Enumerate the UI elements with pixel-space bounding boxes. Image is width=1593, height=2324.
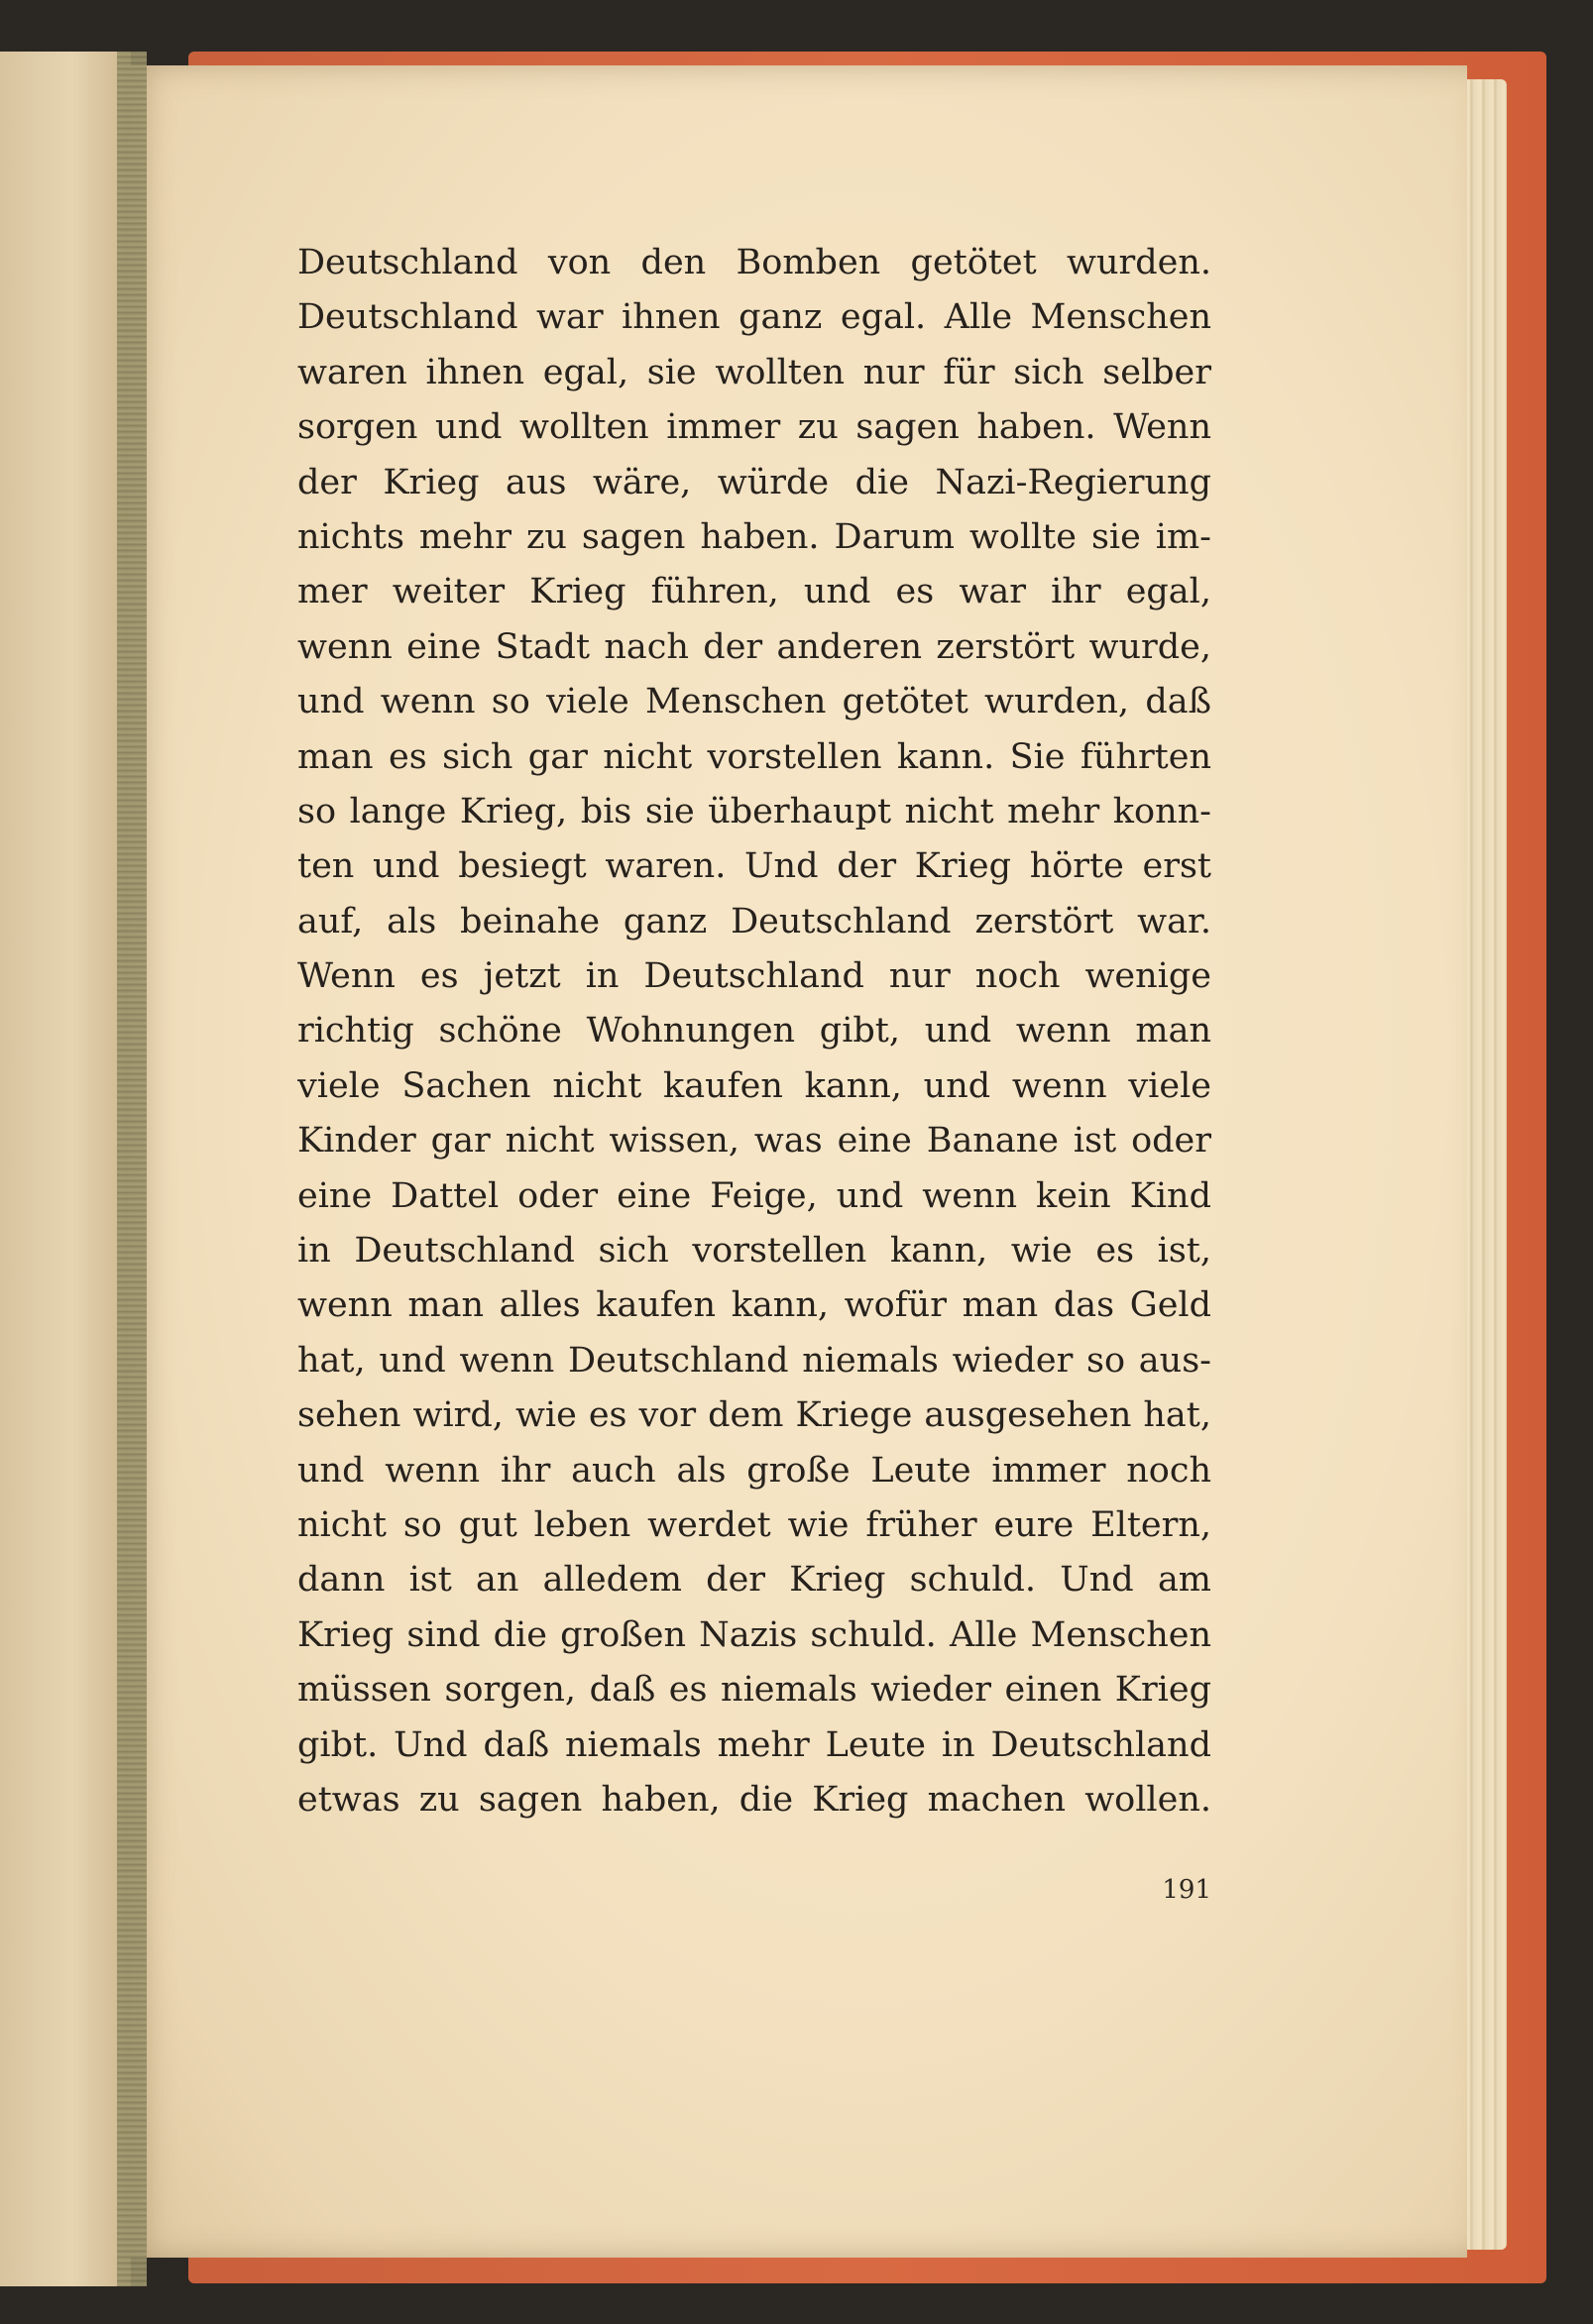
text-line: etwas zu sagen haben, die Krieg machen wollen. [297, 1779, 1211, 1820]
text-line: der Krieg aus wäre, würde die Nazi-Regierung [297, 462, 1211, 502]
text-line: nicht so gut leben werdet wie früher eure Eltern, [297, 1504, 1211, 1545]
text-line: Deutschland von den Bomben getötet wurden. [297, 243, 1211, 282]
text-line: in Deutschland sich vorstellen kann, wie es ist, [297, 1231, 1211, 1272]
text-line: eine Dattel oder eine Feige, und wenn kein Kind [297, 1175, 1211, 1216]
text-line: auf, als beinahe ganz Deutschland zerstört war. [297, 901, 1211, 941]
text-line: sorgen und wollten immer zu sagen haben. Wenn [297, 407, 1211, 448]
text-line: und wenn ihr auch als große Leute immer noch [297, 1450, 1211, 1491]
book-page [127, 65, 1467, 2258]
text-line: nichts mehr zu sagen haben. Darum wollte sie im- [297, 516, 1211, 557]
page-number: 191 [1162, 1875, 1211, 1905]
text-line: Wenn es jetzt in Deutschland nur noch wenige [297, 956, 1211, 997]
text-line: gibt. Und daß niemals mehr Leute in Deutschland [297, 1724, 1211, 1765]
text-line: und wenn so viele Menschen getötet wurden, daß [297, 682, 1211, 722]
text-line: wenn man alles kaufen kann, wofür man das Geld [297, 1285, 1211, 1326]
text-line: wenn eine Stadt nach der anderen zerstört wurde, [297, 626, 1211, 667]
text-line: so lange Krieg, bis sie überhaupt nicht mehr konn- [297, 791, 1211, 831]
text-line: müssen sorgen, daß es niemals wieder einen Krieg [297, 1670, 1211, 1711]
left-facing-page [0, 52, 131, 2286]
text-line: mer weiter Krieg führen, und es war ihr egal, [297, 572, 1211, 612]
text-line: richtig schöne Wohnungen gibt, und wenn man [297, 1011, 1211, 1051]
text-line: dann ist an alledem der Krieg schuld. Und am [297, 1560, 1211, 1601]
text-line: hat, und wenn Deutschland niemals wieder so aus- [297, 1340, 1211, 1381]
text-line: sehen wird, wie es vor dem Kriege ausgesehen hat, [297, 1395, 1211, 1436]
text-line: waren ihnen egal, sie wollten nur für sich selber [297, 352, 1211, 392]
text-line: viele Sachen nicht kaufen kann, und wenn viele [297, 1065, 1211, 1106]
text-line: Krieg sind die großen Nazis schuld. Alle Menschen [297, 1614, 1211, 1655]
text-line: ten und besiegt waren. Und der Krieg hörte erst [297, 846, 1211, 887]
text-line: man es sich gar nicht vorstellen kann. Sie führten [297, 736, 1211, 777]
book-gutter [117, 52, 147, 2286]
text-line: Kinder gar nicht wissen, was eine Banane ist oder [297, 1121, 1211, 1162]
body-text [297, 236, 1211, 1827]
text-line: Deutschland war ihnen ganz egal. Alle Menschen [297, 297, 1211, 338]
